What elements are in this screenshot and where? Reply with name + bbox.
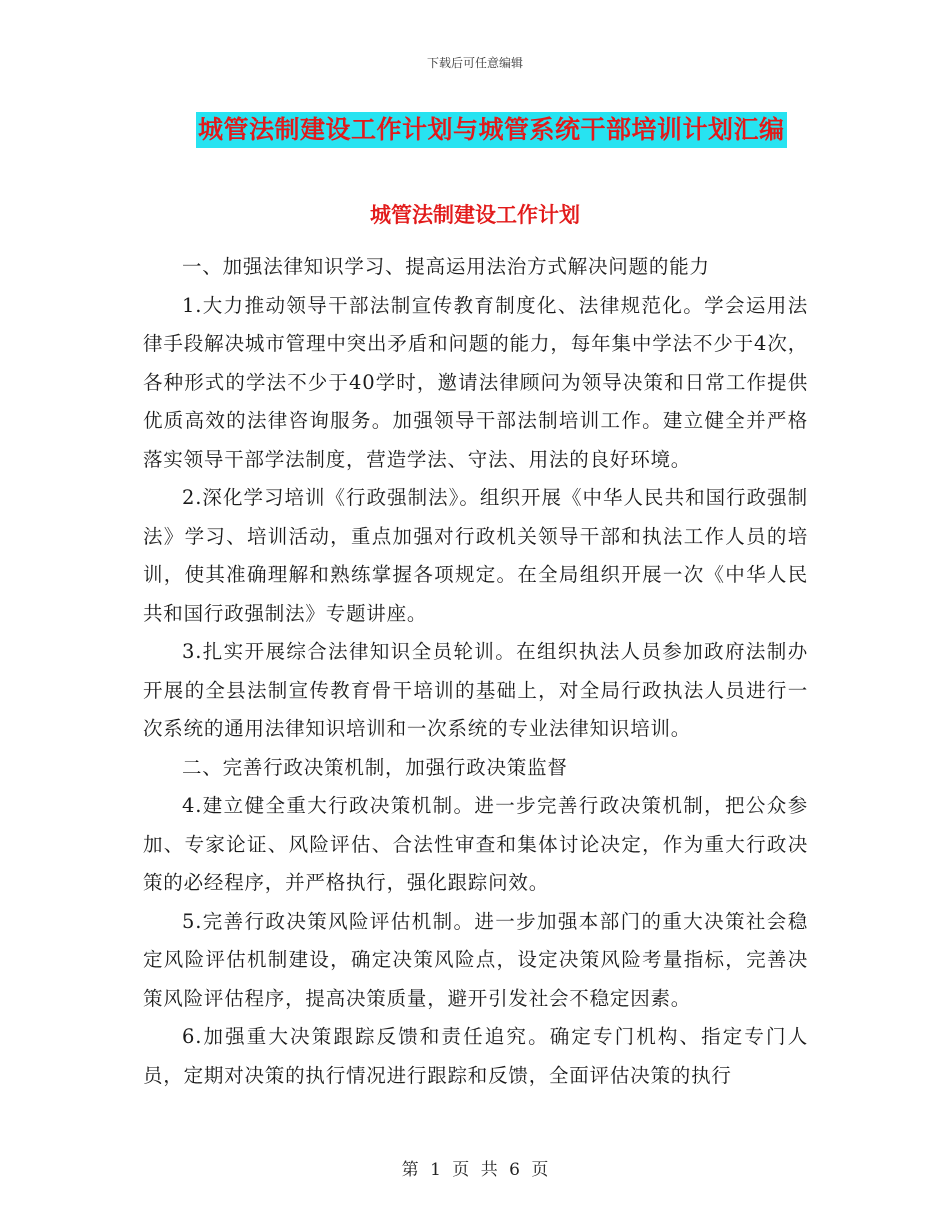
paragraph-item-6: 6.加强重大决策跟踪反馈和责任追究。确定专门机构、指定专门人员，定期对决策的执行情况进行跟踪和反馈，全面评估决策的执行	[143, 1025, 808, 1087]
heading-part-2: 二、完善行政决策机制，加强行政决策监督	[182, 755, 568, 779]
header-note: 下载后可任意编辑	[426, 56, 523, 70]
document-main-title: 城管法制建设工作计划与城管系统干部培训计划汇编	[196, 112, 787, 148]
paragraph-item-4: 4.建立健全重大行政决策机制。进一步完善行政决策机制，把公众参加、专家论证、风险评估、合法性审查和集体讨论决定，作为重大行政决策的必经程序，并严格执行，强化跟踪问效。	[143, 794, 808, 894]
paragraph-item-1: 1.大力推动领导干部法制宣传教育制度化、法律规范化。学会运用法律手段解决城市管理中突出矛盾和问题的能力，每年集中学法不少于4次，各种形式的学法不少于40学时，邀请法律顾问为领导决策和日常工作提供优质高效的法律咨询服务。加强领导干部法制培训工作。建立健全并严格落实领导干部学法制度，营造学法、守法、用法的良好环境。	[143, 293, 808, 471]
heading-part-1: 一、加强法律知识学习、提高运用法治方式解决问题的能力	[182, 255, 710, 278]
section-title: 城管法制建设工作计划	[370, 203, 580, 227]
paragraph-item-3: 3.扎实开展综合法律知识全员轮训。在组织执法人员参加政府法制办开展的全县法制宣传教育骨干培训的基础上，对全局行政执法人员进行一次系统的通用法律知识培训和一次系统的专业法律知识培训。	[143, 640, 808, 740]
page-number-footer: 第 1 页 共 6 页	[401, 1160, 549, 1180]
paragraph-item-5: 5.完善行政决策风险评估机制。进一步加强本部门的重大决策社会稳定风险评估机制建设，确定决策风险点，设定决策风险考量指标，完善决策风险评估程序，提高决策质量，避开引发社会不稳定因素。	[143, 909, 808, 1010]
document-body	[143, 248, 808, 1095]
paragraph-item-2: 2.深化学习培训《行政强制法》。组织开展《中华人民共和国行政强制法》学习、培训活动，重点加强对行政机关领导干部和执法工作人员的培训，使其准确理解和熟练掌握各项规定。在全局组织开展一次《中华人民共和国行政强制法》专题讲座。	[143, 486, 808, 625]
